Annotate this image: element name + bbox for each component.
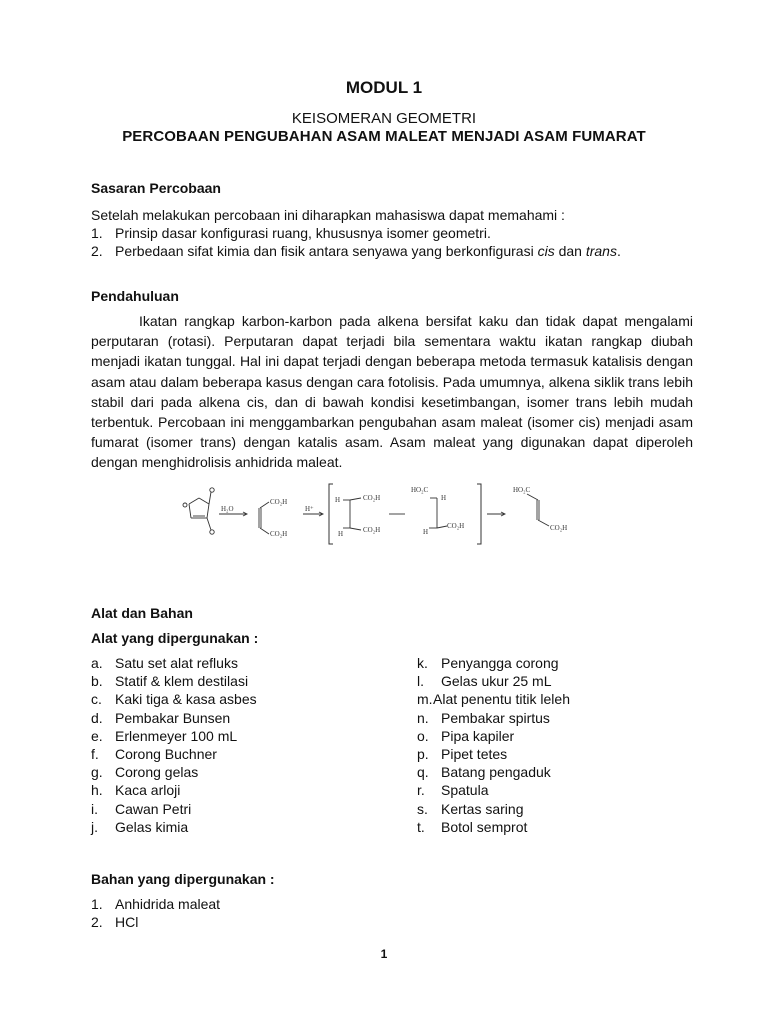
maleic-anhydride-structure <box>183 488 214 534</box>
item-label: k. <box>417 655 428 671</box>
item-text: Pembakar Bunsen <box>115 709 231 726</box>
item-label: d. <box>91 709 103 726</box>
list-item <box>417 800 570 818</box>
list-item <box>91 895 220 913</box>
ho2c-label: HO₂C <box>513 486 531 494</box>
item-text: Pipa kapiler <box>441 727 515 744</box>
alat-bahan-heading: Alat dan Bahan <box>91 605 193 621</box>
list-item <box>417 709 570 727</box>
sasaran-item-text: . <box>616 243 621 259</box>
reagent-acid: H⁺ <box>305 505 314 513</box>
sasaran-item-2 <box>91 242 621 260</box>
hydrogen-label: H <box>423 528 429 536</box>
item-label: b. <box>91 673 103 690</box>
item-text: Corong gelas <box>115 764 199 781</box>
item-text: Batang pengaduk <box>441 764 551 781</box>
bahan-heading: Bahan yang dipergunakan : <box>91 871 275 887</box>
item-text: Pembakar spirtus <box>441 709 550 726</box>
list-item <box>91 781 257 799</box>
item-text: Alat penentu titik leleh <box>433 691 570 708</box>
cis-term: cis <box>537 243 555 259</box>
item-text: Kertas saring <box>441 800 524 817</box>
item-label: 1. <box>91 896 103 912</box>
item-text: Kaca arloji <box>115 782 181 799</box>
list-item <box>91 800 257 818</box>
page-number: 1 <box>380 947 388 961</box>
sasaran-item-text: Prinsip dasar konfigurasi ruang, khususnya isomer geometri. <box>115 225 491 241</box>
list-item <box>91 745 257 763</box>
list-item <box>417 727 570 745</box>
list-item <box>91 654 257 672</box>
item-text: Satu set alat refluks <box>115 655 238 671</box>
reagent-water: H₂O <box>221 505 234 513</box>
item-label: p. <box>417 746 429 763</box>
item-text: Pipet tetes <box>441 746 508 763</box>
list-item <box>91 690 257 708</box>
sasaran-intro: Setelah melakukan percobaan ini diharapkan mahasiswa dapat memahami : <box>91 207 565 223</box>
item-text: Spatula <box>441 782 489 799</box>
list-item <box>91 709 257 727</box>
maleic-acid-structure <box>259 502 269 534</box>
sasaran-item-number: 2. <box>91 243 103 259</box>
co2h-label: CO₂H <box>270 530 288 538</box>
item-text: Erlenmeyer 100 mL <box>115 727 238 744</box>
co2h-label: CO₂H <box>363 526 381 534</box>
item-text: Gelas ukur 25 mL <box>441 673 552 690</box>
trans-term: trans <box>585 243 617 259</box>
co2h-label: CO₂H <box>363 494 381 502</box>
item-label: r. <box>417 782 425 799</box>
item-label: s. <box>417 800 428 817</box>
list-item <box>417 818 570 836</box>
item-label: t. <box>417 818 425 835</box>
item-text: Corong Buchner <box>115 746 217 763</box>
item-label: c. <box>91 691 102 708</box>
list-item <box>91 727 257 745</box>
item-text: Penyangga corong <box>441 655 559 671</box>
list-item <box>417 763 570 781</box>
item-text: Botol semprot <box>441 818 528 835</box>
item-label: n. <box>417 709 429 726</box>
co2h-label: CO₂H <box>270 498 288 506</box>
item-label: l. <box>417 673 424 690</box>
item-label: m. <box>417 691 433 708</box>
bahan-list <box>91 895 220 931</box>
sasaran-item-1 <box>91 224 491 242</box>
item-label: e. <box>91 727 103 744</box>
co2h-label: CO₂H <box>550 524 568 532</box>
ho2c-label: HO₂C <box>411 486 429 494</box>
subtitle-geometric-isomerism: KEISOMERAN GEOMETRI <box>291 110 477 127</box>
alat-list-right <box>417 654 570 836</box>
item-label: f. <box>91 746 99 763</box>
co2h-label: CO₂H <box>447 522 465 530</box>
item-label: a. <box>91 655 103 671</box>
item-label: g. <box>91 764 103 781</box>
subtitle-experiment: PERCOBAAN PENGUBAHAN ASAM MALEAT MENJADI ASAM FUMARAT <box>122 128 646 145</box>
item-text: Cawan Petri <box>115 800 192 817</box>
item-text: HCl <box>115 914 139 931</box>
list-item <box>91 913 220 931</box>
list-item <box>91 818 257 836</box>
list-item <box>417 745 570 763</box>
alat-heading: Alat yang dipergunakan : <box>91 630 259 646</box>
sasaran-item-text: dan <box>554 243 586 259</box>
hydrogen-label: H <box>338 530 344 538</box>
sasaran-item-number: 1. <box>91 225 103 241</box>
item-label: j. <box>91 818 98 835</box>
sasaran-heading: Sasaran Percobaan <box>91 180 221 196</box>
list-item <box>417 690 570 708</box>
item-label: q. <box>417 764 429 781</box>
item-label: h. <box>91 782 103 799</box>
item-label: o. <box>417 727 429 744</box>
pendahuluan-heading: Pendahuluan <box>91 288 179 304</box>
module-title: MODUL 1 <box>345 78 423 97</box>
rotated-intermediate <box>429 498 447 528</box>
pendahuluan-paragraph: Ikatan rangkap karbon-karbon pada alkena bersifat kaku dan tidak dapat mengalami perputaran (rotasi). Perputaran dapat terjadi bila sementara waktu ikatan rangkap diubah menjadi ikatan tunggal. Hal ini dapat terjadi dengan beberapa metoda termasuk katalisis dengan asam atau dalam beberapa kasus dengan cara fotolisis. Pada umumnya, alkena siklik trans lebih stabil dari pada alkena cis, dan di bawah kondisi kesetimbangan, isomer trans lebih mudah terbentuk. Percobaan ini menggambarkan pengubahan asam maleat (isomer cis) menjadi asam fumarat (isomer trans) dengan katalis asam. Asam maleat yang digunakan dapat diperoleh dengan menghidrolisis anhidrida maleat. <box>91 313 693 471</box>
alat-list-left <box>91 654 257 836</box>
item-text: Anhidrida maleat <box>115 896 221 912</box>
item-text: Kaki tiga & kasa asbes <box>115 691 257 708</box>
sasaran-item-text: Perbedaan sifat kimia dan fisik antara senyawa yang berkonfigurasi <box>115 243 538 259</box>
item-label: 2. <box>91 914 103 931</box>
hydrogen-label: H <box>335 496 341 504</box>
list-item <box>417 781 570 799</box>
hydrogen-label: H <box>441 494 447 502</box>
list-item <box>91 672 257 690</box>
fumaric-acid-structure <box>527 494 549 526</box>
reaction-scheme <box>175 478 595 550</box>
carbocation-intermediate <box>343 498 361 530</box>
list-item <box>417 654 570 672</box>
item-text: Statif & klem destilasi <box>115 673 249 690</box>
item-text: Gelas kimia <box>115 818 189 835</box>
list-item <box>91 763 257 781</box>
list-item <box>417 672 570 690</box>
item-label: i. <box>91 800 98 817</box>
